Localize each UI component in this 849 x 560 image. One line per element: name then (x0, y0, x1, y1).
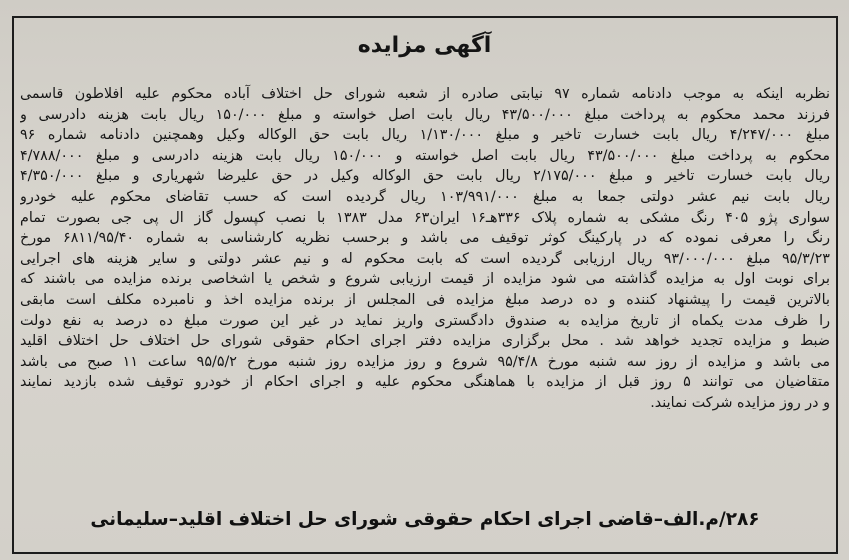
notice-line: برای نوبت اول به مزایده گذاشته می شود مزایده از قیمت ارزیابی شروع و شخص یا اشخاصی برنده مزایده می باشند که (20, 271, 830, 288)
notice-line: سواری پژو ۴۰۵ رنگ مشکی به شماره پلاک ۳۳۶هـ۱۶ ایران۶۳ مدل ۱۳۸۳ با نصب کپسول گاز ال پی جی بصورت تمام (20, 209, 830, 226)
notice-line: ریال بابت نیم عشر دولتی جمعا به مبلغ ۱۰۳/۹۹۱/۰۰۰ ریال گردیده است که حسب تقاضای محکوم علیه خودرو (20, 188, 830, 205)
notice-line: ۹۵/۳/۲۳ مبلغ ۹۳/۰۰۰/۰۰۰ ریال ارزیابی گردیده است که بابت محکوم له و نیم عشر دولتی و سایر هزینه های اجرایی (20, 250, 830, 267)
notice-body (20, 84, 830, 414)
notice-line: محکوم به پرداخت مبلغ ۴۳/۵۰۰/۰۰۰ ریال بابت اصل خواسته و ۱۵۰/۰۰۰ ریال بابت هزینه دادرسی و مبلغ ۴/۷۸۸/۰۰۰ (20, 147, 830, 164)
notice-line: بالاترین قیمت را پیشنهاد کننده و ده درصد مبلغ مزایده فی المجلس از برنده مزایده اخذ و نامبرده مکلف است مابقی (20, 291, 830, 308)
notice-line: و در روز مزایده شرکت نمایند. (650, 394, 830, 411)
notice-line: می باشد و مزایده از روز سه شنبه مورخ ۹۵/۴/۸ شروع و روز مزایده روز شنبه مورخ ۹۵/۵/۲ ساعت ۱۱ صبح می باشد (20, 353, 830, 370)
notice-line: رنگ را معرفی نموده که در پارکینگ کوثر توقیف می باشد و برحسب نظریه کارشناسی به شماره ۶۸۱۱/۹۵/۴۰ مورخ (20, 230, 830, 247)
notice-line: متقاضیان می توانند ۵ روز قبل از مزایده با هماهنگی محکوم علیه و اجرای احکام از خودرو توقیف شده بازدید نمایند (20, 374, 830, 391)
notice-line: ریال بابت خسارت تاخیر و مبلغ ۲/۱۷۵/۰۰۰ ریال بابت حق الوکاله وکیل در حق علیرضا شهریاری و مبلغ ۴/۳۵۰/۰۰۰ (20, 168, 830, 185)
notice-line: را ظرف مدت یکماه از تاریخ مزایده به صندوق دادگستری واریز نماید در غیر این صورت مبلغ ده درصد به نفع دولت (20, 312, 830, 329)
notice-title: آگهی مزایده (357, 33, 492, 58)
notice-line: فرزند محمد محکوم به پرداخت مبلغ ۴۳/۵۰۰/۰۰۰ ریال بابت اصل خواسته و مبلغ ۱۵۰/۰۰۰ ریال بابت هزینه دادرسی و (20, 106, 830, 123)
notice-line: مبلغ ۴/۲۴۷/۰۰۰ ریال بابت خسارت تاخیر و مبلغ ۱/۱۳۰/۰۰۰ ریال بابت حق الوکاله وکیل وهمچنین دادنامه شماره ۹۶ (20, 127, 830, 144)
notice-line: ضبط و مزایده تجدید خواهد شد . محل برگزاری مزایده دفتر اجرای احکام حقوقی شورای حل اختلاف حل اختلاف اقلید (20, 333, 830, 350)
notice-line: نظربه اینکه به موجب دادنامه شماره ۹۷ نیابتی صادره از شعبه شورای حل اختلاف آباده محکوم علیه افلاطون قاسمی (20, 86, 830, 102)
notice-signature: ۲۸۶/م.الف–قاضی اجرای احکام حقوقی شورای حل اختلاف اقلید–سلیمانی (90, 509, 760, 530)
